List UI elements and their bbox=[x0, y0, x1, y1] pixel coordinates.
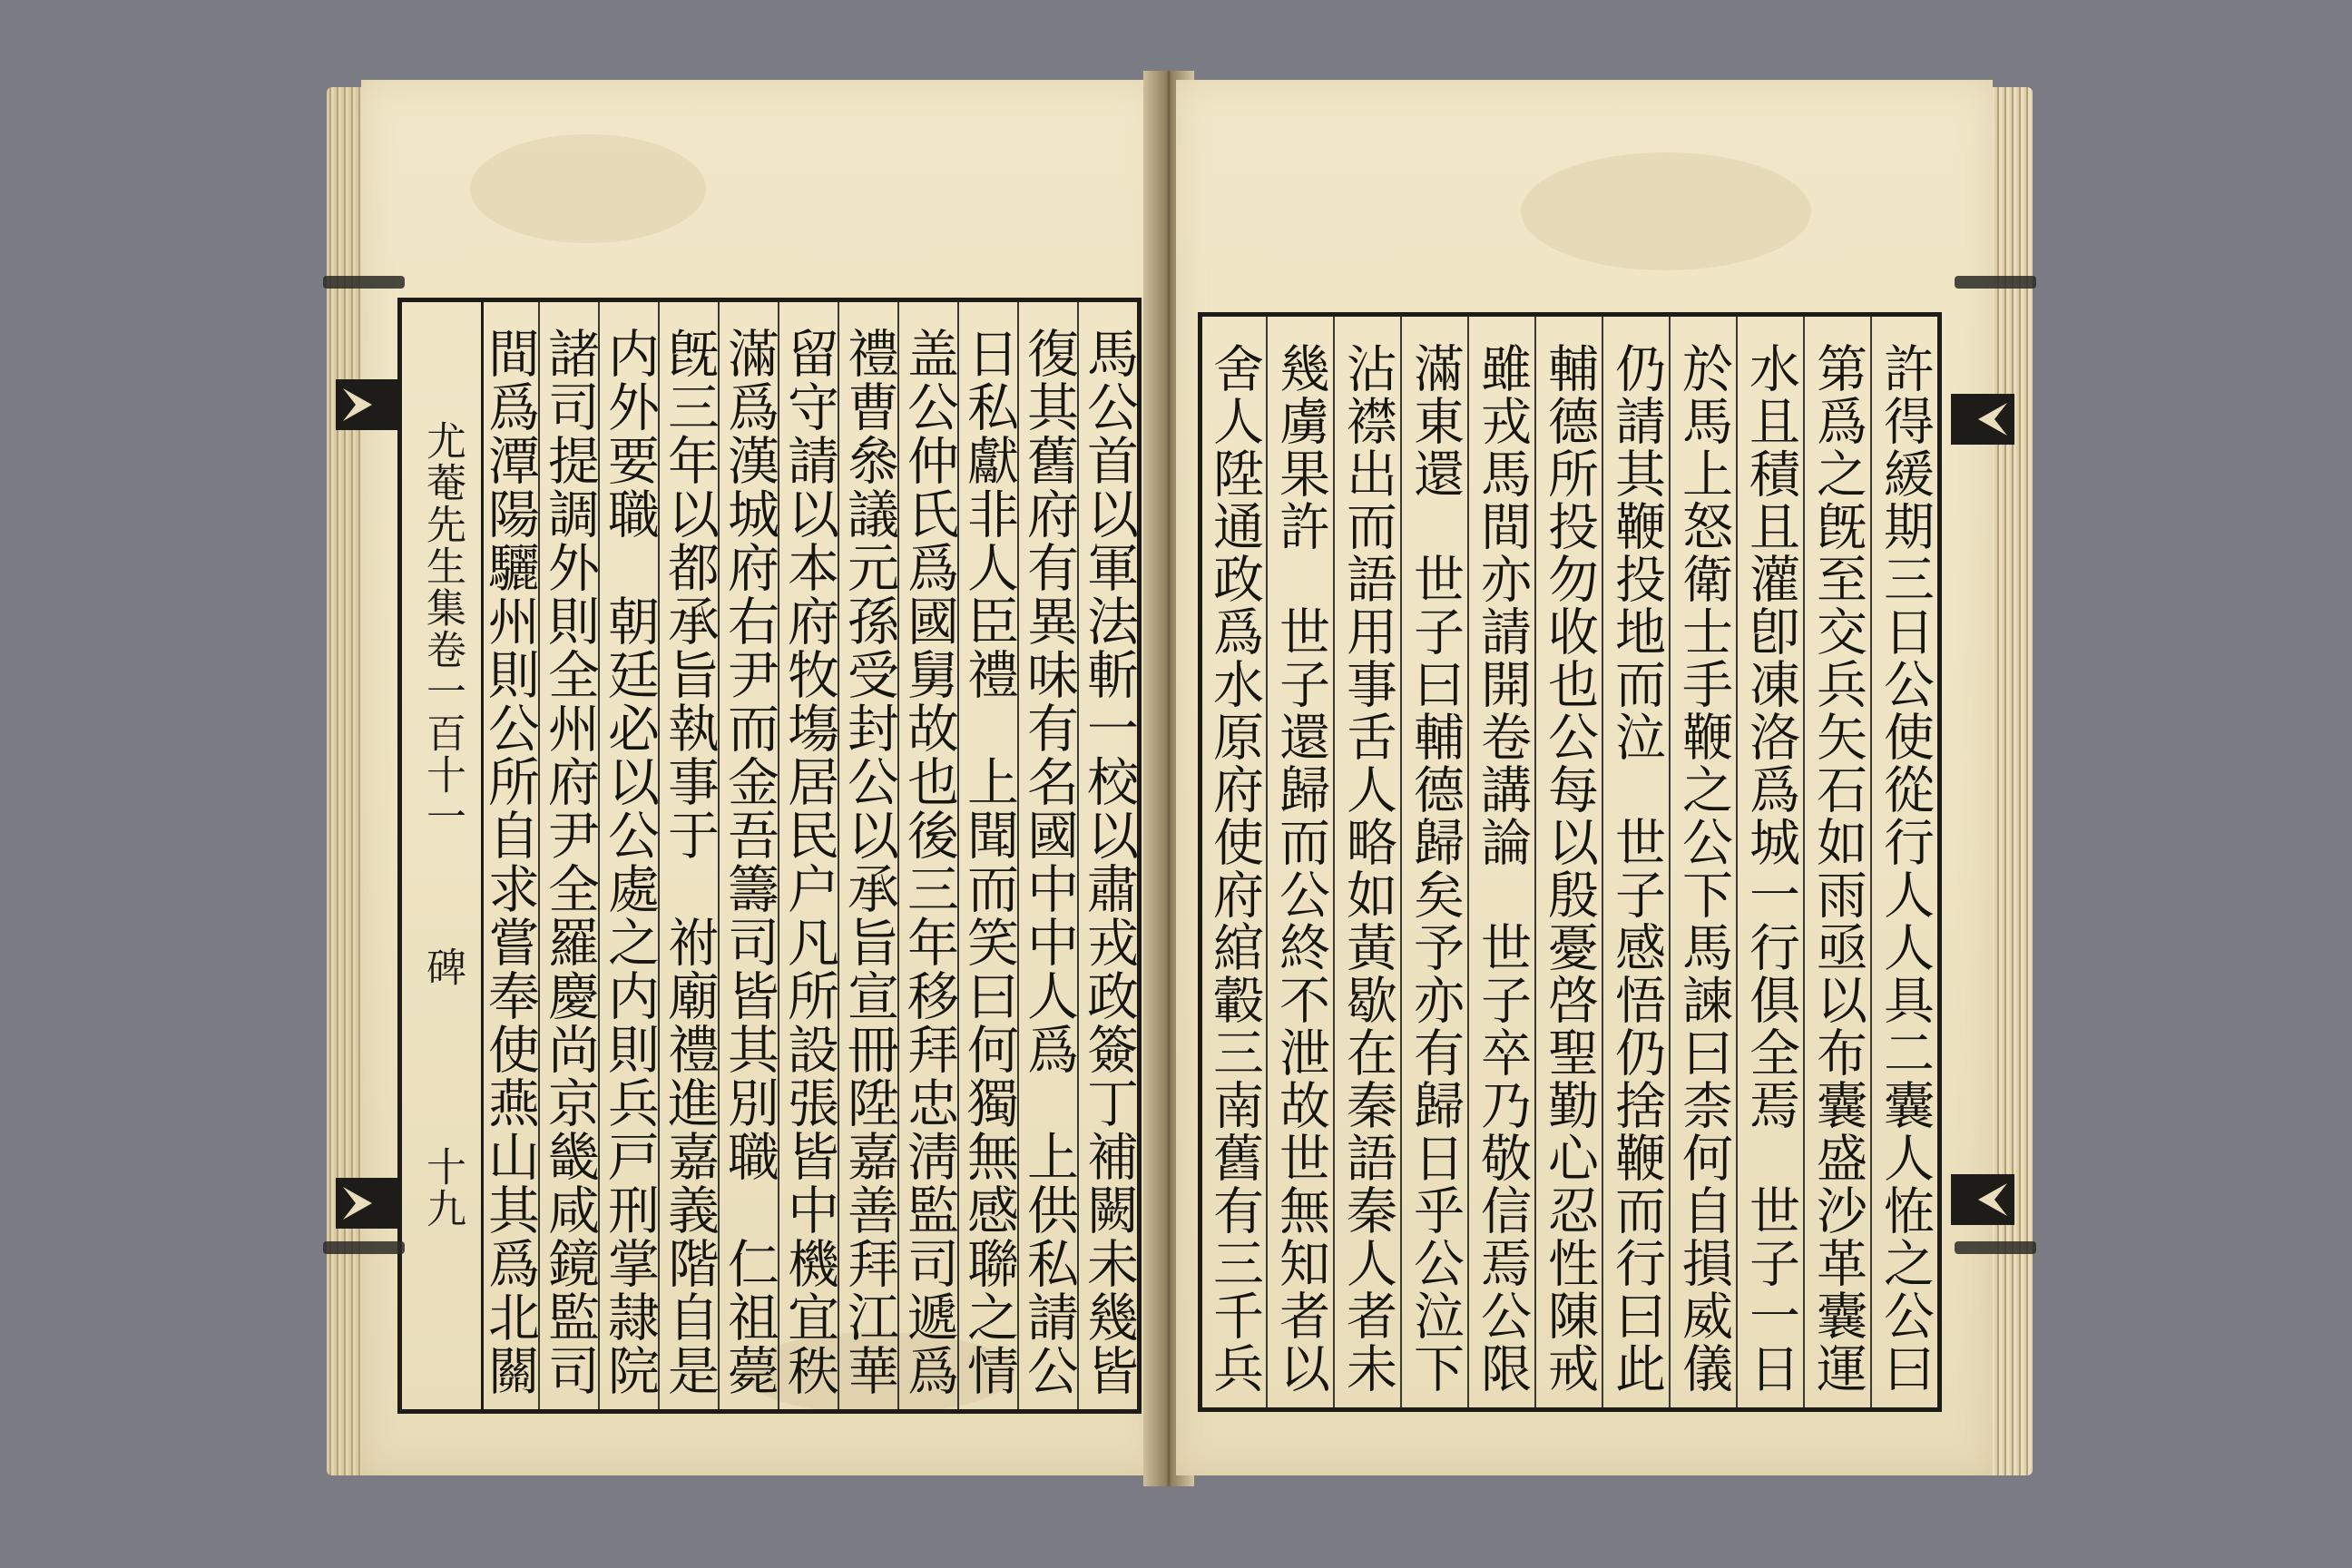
text-column: 日私獻非人臣禮 上聞而笑曰何獨無感聯之情 bbox=[957, 302, 1017, 1409]
section-label: 碑 bbox=[419, 946, 466, 988]
text-column: 舍人陞通政爲水原府使府綰轂三南舊有三千兵 bbox=[1205, 342, 1264, 1395]
right-page bbox=[1176, 80, 1993, 1475]
text-column: 盖公仲氏爲國舅故也後三年移拜忠淸監司遞爲 bbox=[897, 302, 957, 1409]
binding-thread bbox=[323, 1241, 405, 1254]
left-page-edges bbox=[327, 87, 363, 1475]
text-column: 復其舊府有異味有名國中中人爲 上供私請公 bbox=[1017, 302, 1077, 1409]
fishtail-ornament-icon bbox=[1951, 1174, 2014, 1225]
text-column: 諸司提調外則全州府尹全羅慶尚京畿咸鏡監司 bbox=[538, 302, 598, 1409]
right-text-frame bbox=[1198, 312, 1942, 1412]
page-number: 十九 bbox=[419, 1146, 466, 1230]
text-column: 幾虜果許 世子還歸而公終不泄故世無知者以 bbox=[1266, 317, 1333, 1407]
page-center-band bbox=[402, 302, 484, 1409]
left-text-columns bbox=[479, 302, 1139, 1409]
text-column: 沾襟出而語用事舌人略如黃歇在秦語秦人者未 bbox=[1333, 317, 1400, 1407]
text-column: 内外要職 朝廷必以公處之内則兵戸刑掌隷院 bbox=[598, 302, 658, 1409]
binding-thread bbox=[1955, 276, 2036, 289]
text-column: 仍請其鞭投地而泣 世子感悟仍捨鞭而行曰此 bbox=[1602, 317, 1669, 1407]
fishtail-ornament-icon bbox=[1951, 394, 2014, 445]
fishtail-ornament-icon bbox=[336, 379, 399, 430]
text-column: 許得緩期三日公使從行人人具二囊人恠之公曰 bbox=[1870, 317, 1937, 1407]
text-column: 雖戎馬間亦請開卷講論 世子卒乃敬信焉公限 bbox=[1467, 317, 1534, 1407]
fishtail-ornament-icon bbox=[336, 1178, 399, 1229]
collection-title: 尤菴先生集卷一百十一 bbox=[419, 420, 466, 838]
text-column: 留守請以本府牧塲居民户凡所設張皆中機宜秩 bbox=[778, 302, 838, 1409]
text-column: 於馬上怒衛士手鞭之公下馬諫曰柰何自損威儀 bbox=[1669, 317, 1736, 1407]
left-text-frame bbox=[397, 298, 1142, 1414]
binding-thread bbox=[1955, 1241, 2036, 1254]
left-page bbox=[361, 80, 1160, 1475]
binding-thread bbox=[323, 276, 405, 289]
text-column: 滿東還 世子曰輔德歸矣予亦有歸日乎公泣下 bbox=[1400, 317, 1467, 1407]
text-column: 馬公首以軍法斬一校以肅戎政簽丁補闕未幾皆 bbox=[1077, 302, 1137, 1409]
text-column: 第爲之旣至交兵矢石如雨亟以布囊盛沙革囊運 bbox=[1803, 317, 1870, 1407]
text-column: 旣三年以都承旨執事于 祔廟禮進嘉義階自是 bbox=[658, 302, 718, 1409]
text-column: 間爲潭陽驪州則公所自求嘗奉使燕山其爲北關 bbox=[479, 327, 540, 1397]
text-column: 滿爲漢城府右尹而金吾籌司皆其別職 仁祖薨 bbox=[718, 302, 778, 1409]
text-column: 輔德所投勿收也公每以殷憂啓聖勤心忍性陳戒 bbox=[1534, 317, 1602, 1407]
text-column: 禮曹叅議元孫受封公以承旨宣冊陞嘉善拜江華 bbox=[838, 302, 897, 1409]
open-book bbox=[327, 71, 2033, 1486]
right-page-edges bbox=[1987, 87, 2033, 1475]
text-column: 水且積且灌卽凍洛爲城一行俱全焉 世子一日 bbox=[1736, 317, 1803, 1407]
right-text-columns bbox=[1202, 317, 1937, 1407]
